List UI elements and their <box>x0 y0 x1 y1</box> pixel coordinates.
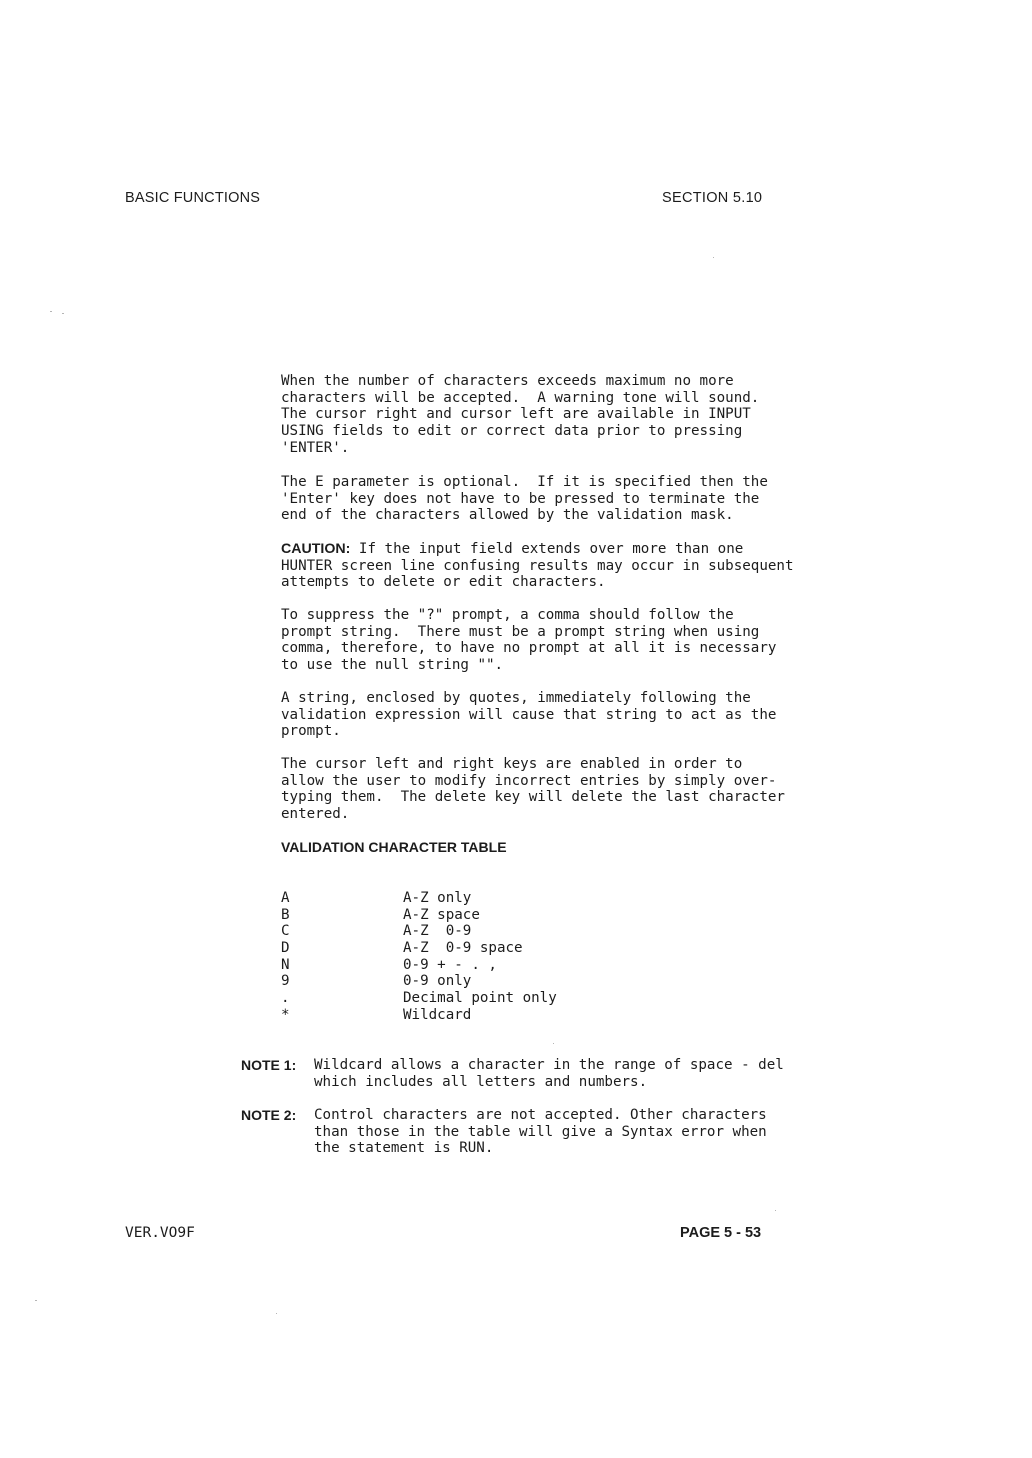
validation-char: C <box>281 923 290 940</box>
paragraph-max-characters <box>281 373 776 457</box>
validation-char: . <box>281 990 290 1007</box>
validation-table <box>281 890 557 1024</box>
validation-char: A <box>281 890 290 906</box>
text-line: which includes all letters and numbers. <box>314 1073 648 1090</box>
header-right: SECTION 5.10 <box>662 190 763 206</box>
table-row <box>281 1007 557 1024</box>
paragraph-cursor-keys <box>281 756 785 823</box>
validation-desc: A-Z space <box>403 906 480 923</box>
text-line: prompt. <box>281 723 341 740</box>
text-line: attempts to delete or edit characters. <box>281 574 606 591</box>
paragraph-string-prompt <box>281 690 776 740</box>
note-text <box>314 1057 784 1090</box>
table-row <box>281 923 557 940</box>
table-row <box>281 890 557 907</box>
text-line: A string, enclosed by quotes, immediately following the <box>281 690 751 706</box>
text-line: The cursor left and right keys are enabled in order to <box>281 756 743 772</box>
paragraph-e-parameter <box>281 474 776 524</box>
text-line: If the input field extends over more than one <box>350 541 744 557</box>
text-line: allow the user to modify incorrect entries by simply over- <box>281 772 777 789</box>
scan-speck <box>276 1313 277 1314</box>
table-row <box>281 907 557 924</box>
text-line: than those in the table will give a Syntax error when <box>314 1123 767 1140</box>
text-line: 'ENTER'. <box>281 439 350 456</box>
table-row <box>281 957 557 974</box>
validation-desc: A-Z 0-9 space <box>403 940 523 957</box>
text-line: USING fields to edit or correct data prior to pressing <box>281 423 743 440</box>
text-line: typing them. The delete key will delete the last character <box>281 789 785 806</box>
table-row <box>281 940 557 957</box>
text-line: When the number of characters exceeds maximum no more <box>281 373 734 389</box>
scan-speck <box>50 311 52 312</box>
validation-char: N <box>281 956 290 973</box>
scan-speck <box>713 257 714 258</box>
validation-desc: A-Z only <box>403 890 472 906</box>
note-text <box>314 1107 767 1157</box>
text-line: The cursor right and cursor left are available in INPUT <box>281 406 751 423</box>
validation-desc: A-Z 0-9 <box>403 923 472 940</box>
validation-desc: Wildcard <box>403 1006 472 1023</box>
validation-char: 9 <box>281 973 290 990</box>
text-line: end of the characters allowed by the validation mask. <box>281 507 734 524</box>
header-left: BASIC FUNCTIONS <box>125 190 261 206</box>
validation-desc: 0-9 + - . , <box>403 956 497 973</box>
text-line: The E parameter is optional. If it is specified then the <box>281 474 768 490</box>
scan-speck <box>775 1210 776 1211</box>
text-line: the statement is RUN. <box>314 1140 494 1157</box>
table-heading: VALIDATION CHARACTER TABLE <box>281 839 507 855</box>
scan-speck <box>62 313 64 314</box>
text-line: to use the null string "". <box>281 657 504 674</box>
note-label: NOTE 2: <box>241 1107 297 1123</box>
footer-version: VER.VO9F <box>125 1225 195 1241</box>
validation-desc: 0-9 only <box>403 973 472 990</box>
caution-label: CAUTION: <box>281 541 351 557</box>
text-line: 'Enter' key does not have to be pressed to terminate the <box>281 490 760 507</box>
validation-char: * <box>281 1006 290 1023</box>
text-line: characters will be accepted. A warning tone will sound. <box>281 389 760 406</box>
text-line: entered. <box>281 806 350 823</box>
footer-page-number: PAGE 5 - 53 <box>680 1225 762 1241</box>
scan-speck <box>35 1300 37 1301</box>
validation-char: D <box>281 940 290 957</box>
text-line: Wildcard allows a character in the range of space - del <box>314 1057 784 1073</box>
text-line: prompt string. There must be a prompt string when using <box>281 623 760 640</box>
paragraph-suppress-prompt <box>281 607 776 674</box>
text-line: comma, therefore, to have no prompt at all it is necessary <box>281 640 777 657</box>
validation-desc: Decimal point only <box>403 990 557 1007</box>
table-row <box>281 990 557 1007</box>
text-line: To suppress the "?" prompt, a comma should follow the <box>281 607 734 623</box>
note-label: NOTE 1: <box>241 1057 297 1073</box>
scan-speck <box>553 1043 554 1044</box>
text-line: validation expression will cause that string to act as the <box>281 706 777 723</box>
validation-char: B <box>281 906 290 923</box>
table-row <box>281 973 557 990</box>
text-line: HUNTER screen line confusing results may occur in subsequent <box>281 557 794 574</box>
paragraph-caution <box>281 541 794 591</box>
text-line: Control characters are not accepted. Other characters <box>314 1107 767 1123</box>
